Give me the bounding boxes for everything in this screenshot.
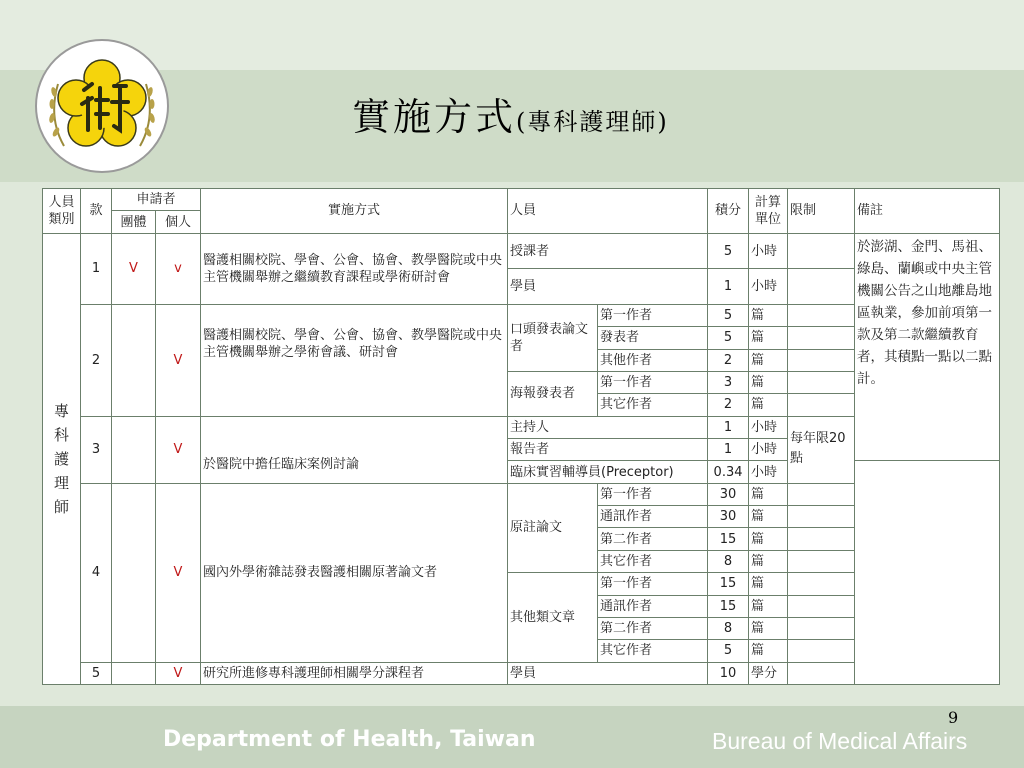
limit-cell (788, 394, 855, 416)
individual-mark: V (156, 416, 201, 483)
header-role: 人員 (508, 189, 708, 234)
points-cell: 8 (708, 550, 749, 572)
group-mark (112, 483, 156, 662)
unit-cell: 篇 (749, 371, 788, 393)
role-cell: 學員 (508, 662, 708, 684)
group-mark (112, 304, 156, 416)
implementation-table (42, 188, 1000, 685)
method-text: 國內外學術雜誌發表醫護相關原著論文者 (201, 483, 508, 662)
individual-mark: V (156, 483, 201, 662)
role-cell: 報告者 (508, 439, 708, 461)
sub-role-cell: 通訊作者 (598, 595, 708, 617)
points-cell: 0.34 (708, 461, 749, 483)
points-cell: 8 (708, 617, 749, 639)
sub-role-cell: 其他作者 (598, 349, 708, 371)
header-limit: 限制 (788, 189, 855, 234)
unit-cell: 篇 (749, 640, 788, 662)
unit-cell: 小時 (749, 416, 788, 438)
unit-cell: 篇 (749, 394, 788, 416)
individual-mark: V (156, 662, 201, 684)
role-cell: 原註論文 (508, 483, 598, 572)
header-item: 款 (81, 189, 112, 234)
group-mark: V (112, 233, 156, 304)
points-cell: 2 (708, 349, 749, 371)
sub-role-cell: 通訊作者 (598, 506, 708, 528)
limit-cell (788, 617, 855, 639)
sub-role-cell: 第二作者 (598, 617, 708, 639)
header-unit: 計算單位 (749, 189, 788, 234)
unit-cell: 篇 (749, 506, 788, 528)
item-number: 2 (81, 304, 112, 416)
limit-cell (788, 550, 855, 572)
points-cell: 5 (708, 327, 749, 349)
table-header-row (43, 189, 1000, 211)
header-method: 實施方式 (201, 189, 508, 234)
limit-cell: 每年限20點 (788, 416, 855, 483)
unit-cell: 篇 (749, 327, 788, 349)
points-cell: 30 (708, 483, 749, 505)
unit-cell: 篇 (749, 304, 788, 326)
category-label: 專 科 護 理 師 (53, 401, 69, 516)
limit-cell (788, 304, 855, 326)
method-text: 醫護相關校院、學會、公會、協會、教學醫院或中央主管機關舉辦之繼續教育課程或學術研討會 (201, 233, 508, 304)
remarks-text: 於澎湖、金門、馬祖、綠島、蘭嶼或中央主管機關公告之山地離島地區執業，參加前項第一款及第二款繼續教育者，其積點一點以二點計。 (855, 233, 1000, 461)
role-cell: 學員 (508, 269, 708, 305)
header-group: 團體 (112, 211, 156, 233)
unit-cell: 小時 (749, 233, 788, 269)
sub-role-cell: 第二作者 (598, 528, 708, 550)
slide-title (352, 86, 669, 146)
group-mark (112, 416, 156, 483)
header-remarks: 備註 (855, 189, 1000, 234)
sub-role-cell: 第一作者 (598, 573, 708, 595)
unit-cell: 小時 (749, 461, 788, 483)
item-number: 1 (81, 233, 112, 304)
individual-mark: v (156, 233, 201, 304)
sub-role-cell: 第一作者 (598, 304, 708, 326)
points-cell: 10 (708, 662, 749, 684)
page-number: 9 (948, 708, 959, 727)
role-cell: 口頭發表論文者 (508, 304, 598, 371)
limit-cell (788, 640, 855, 662)
header-personnel-type: 人員類別 (43, 189, 81, 234)
unit-cell: 篇 (749, 617, 788, 639)
points-cell: 5 (708, 233, 749, 269)
limit-cell (788, 349, 855, 371)
role-cell: 授課者 (508, 233, 708, 269)
item-number: 4 (81, 483, 112, 662)
title-main: 實施方式 (352, 95, 517, 139)
unit-cell: 篇 (749, 550, 788, 572)
unit-cell: 小時 (749, 439, 788, 461)
unit-cell: 篇 (749, 573, 788, 595)
points-cell: 3 (708, 371, 749, 393)
unit-cell: 篇 (749, 595, 788, 617)
sub-role-cell: 發表者 (598, 327, 708, 349)
header-applicant: 申請者 (112, 189, 201, 211)
unit-cell: 篇 (749, 528, 788, 550)
category-cell (43, 233, 81, 684)
footer-department: Department of Health, Taiwan (163, 727, 536, 752)
points-cell: 2 (708, 394, 749, 416)
individual-mark: V (156, 304, 201, 416)
limit-cell (788, 595, 855, 617)
sub-role-cell: 其它作者 (598, 640, 708, 662)
header-points: 積分 (708, 189, 749, 234)
item-number: 3 (81, 416, 112, 483)
item-number: 5 (81, 662, 112, 684)
role-cell: 海報發表者 (508, 371, 598, 416)
method-text: 於醫院中擔任臨床案例討論 (201, 416, 508, 483)
points-cell: 1 (708, 416, 749, 438)
limit-cell (788, 371, 855, 393)
unit-cell: 篇 (749, 483, 788, 505)
points-cell: 15 (708, 528, 749, 550)
method-text: 醫護相關校院、學會、公會、協會、教學醫院或中央主管機關舉辦之學術會議、研討會 (201, 304, 508, 416)
limit-cell (788, 662, 855, 684)
points-cell: 15 (708, 595, 749, 617)
limit-cell (788, 506, 855, 528)
limit-cell (788, 573, 855, 595)
sub-role-cell: 第一作者 (598, 371, 708, 393)
role-cell: 其他類文章 (508, 573, 598, 662)
role-cell: 臨床實習輔導員(Preceptor) (508, 461, 708, 483)
header-individual: 個人 (156, 211, 201, 233)
points-cell: 1 (708, 269, 749, 305)
limit-cell (788, 233, 855, 269)
unit-cell: 學分 (749, 662, 788, 684)
points-cell: 30 (708, 506, 749, 528)
limit-cell (788, 269, 855, 305)
title-subtitle: (專科護理師) (516, 108, 669, 136)
sub-role-cell: 其它作者 (598, 550, 708, 572)
role-cell: 主持人 (508, 416, 708, 438)
sub-role-cell: 其它作者 (598, 394, 708, 416)
footer-bureau: Bureau of Medical Affairs (712, 728, 968, 754)
points-cell: 5 (708, 640, 749, 662)
table-row (43, 233, 1000, 269)
points-cell: 15 (708, 573, 749, 595)
method-text: 研究所進修專科護理師相關學分課程者 (201, 662, 508, 684)
unit-cell: 篇 (749, 349, 788, 371)
points-cell: 1 (708, 439, 749, 461)
group-mark (112, 662, 156, 684)
limit-cell (788, 483, 855, 505)
limit-cell (788, 327, 855, 349)
department-of-health-emblem-icon (34, 38, 170, 174)
sub-role-cell: 第一作者 (598, 483, 708, 505)
points-cell: 5 (708, 304, 749, 326)
unit-cell: 小時 (749, 269, 788, 305)
limit-cell (788, 528, 855, 550)
remarks-empty-cell (855, 461, 1000, 685)
